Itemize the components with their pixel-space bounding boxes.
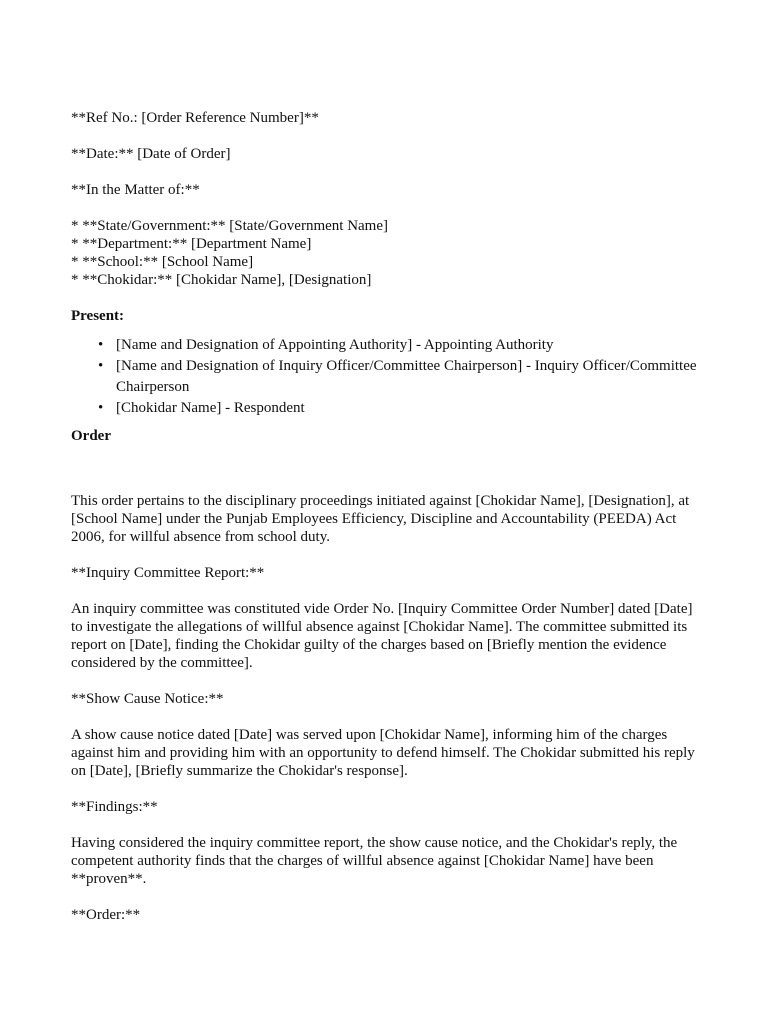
present-heading: Present: <box>71 308 125 324</box>
present-item-respondent: • [Chokidar Name] - Respondent <box>116 398 701 419</box>
date-line: **Date:** [Date of Order] <box>71 146 231 162</box>
document-page <box>71 109 701 924</box>
findings-heading: **Findings:** <box>71 799 158 815</box>
order-subheading: **Order:** <box>71 907 141 923</box>
present-list <box>71 335 701 419</box>
intro-paragraph: This order pertains to the disciplinary proceedings initiated against [Chokidar Name], [Designation], at [School Name] under the Punjab Employees Efficiency, Discipline and Accountability (PEEDA) Act 2006, for willful absence from school duty. <box>71 493 690 545</box>
matter-item-school: * **School:** [School Name] <box>71 254 254 270</box>
order-heading: Order <box>71 428 111 444</box>
ref-number-line: **Ref No.: [Order Reference Number]** <box>71 110 319 126</box>
matter-details <box>71 217 701 289</box>
inquiry-report-paragraph: An inquiry committee was constituted vide Order No. [Inquiry Committee Order Number] dated [Date] to investigate the allegations of willful absence against [Chokidar Name]. The committee submitted its report on [Date], finding the Chokidar guilty of the charges based on [Briefly mention the evidence considered by the committee]. <box>71 601 693 671</box>
matter-item-department: * **Department:** [Department Name] <box>71 236 312 252</box>
show-cause-heading: **Show Cause Notice:** <box>71 691 224 707</box>
show-cause-paragraph: A show cause notice dated [Date] was served upon [Chokidar Name], informing him of the charges against him and providing him with an opportunity to defend himself. The Chokidar submitted his reply on [Date], [Briefly summarize the Chokidar's response]. <box>71 727 695 779</box>
present-item-inquiry-officer: • [Name and Designation of Inquiry Officer/Committee Chairperson] - Inquiry Officer/Committee Chairperson <box>116 356 701 398</box>
findings-paragraph: Having considered the inquiry committee report, the show cause notice, and the Chokidar's reply, the competent authority finds that the charges of willful absence against [Chokidar Name] have been **proven**. <box>71 835 678 887</box>
in-the-matter-line: **In the Matter of:** <box>71 182 200 198</box>
present-item-appointing-authority: • [Name and Designation of Appointing Authority] - Appointing Authority <box>116 335 701 356</box>
inquiry-report-heading: **Inquiry Committee Report:** <box>71 565 265 581</box>
matter-item-chokidar: * **Chokidar:** [Chokidar Name], [Designation] <box>71 272 372 288</box>
matter-item-state: * **State/Government:** [State/Government Name] <box>71 218 388 234</box>
